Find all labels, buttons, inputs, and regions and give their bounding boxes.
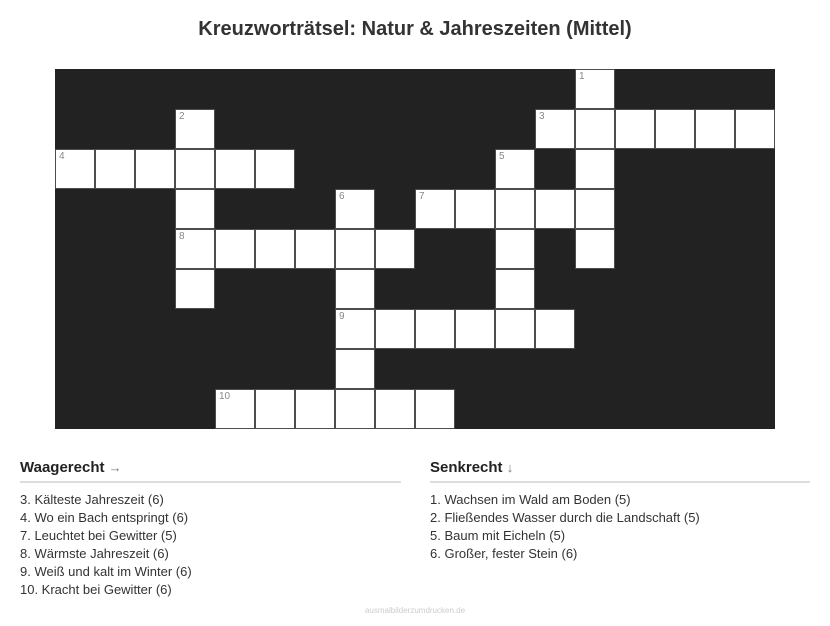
grid-cell <box>295 229 335 269</box>
grid-cell <box>335 389 375 429</box>
grid-cell <box>575 189 615 229</box>
grid-cell <box>55 149 95 189</box>
across-heading <box>20 459 401 483</box>
grid-cell <box>735 109 775 149</box>
grid-cell <box>535 109 575 149</box>
grid-cell <box>175 269 215 309</box>
grid-cell <box>495 309 535 349</box>
cell-number: 7 <box>419 191 425 202</box>
grid-cell <box>575 109 615 149</box>
grid-cell <box>415 309 455 349</box>
down-section <box>430 459 810 563</box>
grid-cell <box>175 109 215 149</box>
grid-cell <box>535 189 575 229</box>
grid-cell <box>495 229 535 269</box>
page-title: Kreuzworträtsel: Natur & Jahreszeiten (Mittel) <box>198 18 632 40</box>
cell-number: 6 <box>339 191 345 202</box>
down-clue-list <box>430 491 810 563</box>
grid-cell <box>575 149 615 189</box>
grid-cell <box>495 269 535 309</box>
grid-cell <box>455 189 495 229</box>
clue-item: 2. Fließendes Wasser durch die Landschaft (5) <box>430 510 700 525</box>
cell-number: 2 <box>179 111 185 122</box>
cell-number: 8 <box>179 231 185 242</box>
grid-cell <box>535 309 575 349</box>
grid-cell <box>575 229 615 269</box>
grid-cell <box>575 69 615 109</box>
grid-cell <box>255 229 295 269</box>
grid-cell <box>375 229 415 269</box>
grid-cell <box>215 229 255 269</box>
grid-cell <box>455 309 495 349</box>
grid-cell <box>215 389 255 429</box>
down-heading-label: Senkrecht <box>430 459 503 476</box>
clue-item: 4. Wo ein Bach entspringt (6) <box>20 510 189 525</box>
footer-watermark: ausmalbilderzumdrucken.de <box>364 606 466 615</box>
clue-item: 1. Wachsen im Wald am Boden (5) <box>430 492 631 507</box>
cell-number: 5 <box>499 151 505 162</box>
grid-cell <box>655 109 695 149</box>
down-arrow-icon: ↓ <box>506 460 514 475</box>
grid-cell <box>415 389 455 429</box>
clue-item: 8. Wärmste Jahreszeit (6) <box>20 546 169 561</box>
grid-cell <box>335 349 375 389</box>
grid-cell <box>95 149 135 189</box>
clue-item: 9. Weiß und kalt im Winter (6) <box>20 564 192 579</box>
across-section <box>20 459 401 599</box>
cell-number: 4 <box>59 151 65 162</box>
clue-item: 10. Kracht bei Gewitter (6) <box>20 582 172 597</box>
across-heading-label: Waagerecht <box>20 459 105 476</box>
clue-item: 5. Baum mit Eicheln (5) <box>430 528 566 543</box>
grid-cell <box>335 309 375 349</box>
grid-cell <box>175 229 215 269</box>
cell-number: 9 <box>339 311 345 322</box>
crossword-grid <box>55 69 775 429</box>
clue-item: 6. Großer, fester Stein (6) <box>430 546 578 561</box>
cell-number: 10 <box>219 391 231 402</box>
grid-cell <box>375 309 415 349</box>
grid-cell <box>495 189 535 229</box>
across-clue-list <box>20 491 401 599</box>
grid-cell <box>615 109 655 149</box>
clue-item: 3. Kälteste Jahreszeit (6) <box>20 492 164 507</box>
grid-cell <box>335 229 375 269</box>
cell-number: 1 <box>579 71 585 82</box>
grid-cell <box>255 149 295 189</box>
clue-item: 7. Leuchtet bei Gewitter (5) <box>20 528 177 543</box>
right-arrow-icon: → <box>108 460 122 475</box>
grid-cell <box>175 149 215 189</box>
grid-cell <box>695 109 735 149</box>
grid-cell <box>175 189 215 229</box>
grid-cell <box>335 189 375 229</box>
grid-cell <box>335 269 375 309</box>
cell-number: 3 <box>539 111 545 122</box>
down-heading <box>430 459 810 483</box>
grid-cell <box>295 389 335 429</box>
grid-cell <box>215 149 255 189</box>
grid-cell <box>415 189 455 229</box>
grid-cell <box>375 389 415 429</box>
grid-cell <box>135 149 175 189</box>
grid-cell <box>495 149 535 189</box>
grid-cell <box>255 389 295 429</box>
